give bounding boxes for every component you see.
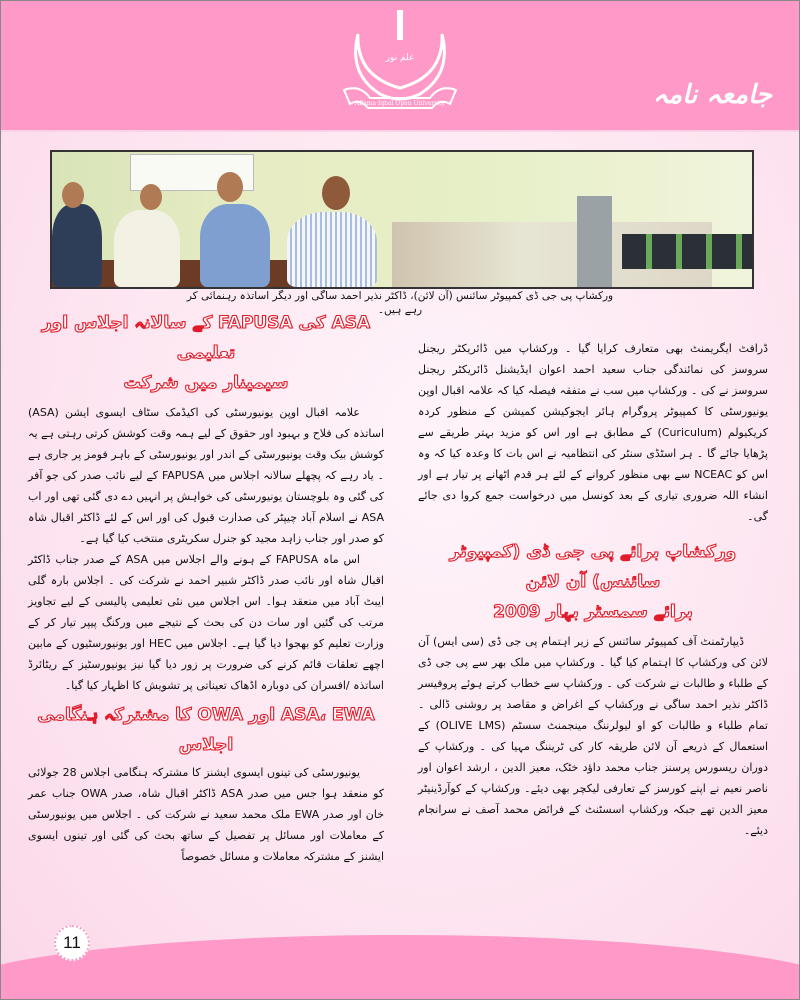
article-headline-pgd-workshop <box>418 537 768 627</box>
article-paragraph: ڈرافٹ ایگریمنٹ بھی متعارف کرایا گیا ۔ ورکشاپ میں ڈائریکٹر ریجنل سروسز کی نمائندگی جناب سعید احمد اعوان ایڈیشنل ڈائریکٹر ریجنل سروسز نے کی ۔ ورکشاپ میں سب نے متفقہ فیصلہ کیا کہ علامہ اقبال اوپن یونیورسٹی کا کمپیوٹر پروگرام ہائر ایجوکیشن کمیشن کے منظور کردہ کریکیولم (Curiculum) کے مطابق ہے اور اس کو مزید بہتر طریقے سے پڑھایا جائے گا ۔ ہر اسٹڈی سنٹر کی انتظامیہ نے اس بات کا وعدہ کیا کہ وہ اس کو NCEAC سے بھی منظور کروانے کے لئے ہر قدم اٹھانے پر تیار ہے اور انشاء اللہ ضروری تیاری کے بعد کونسل میں درخواست جمع کروا دی جائے گی۔ <box>418 342 768 523</box>
article-paragraph: یونیورسٹی کی تینوں ایسوی ایشنز کا مشترکہ ہنگامی اجلاس 28 جولائی کو منعقد ہوا جس میں صدر ASA ڈاکٹر اقبال شاہ، صدر OWA جناب عمر خان اور صدر EWA ملک محمد سعید نے شرکت کی ۔ اجلاس میں یونیورسٹی کے معاملات اور مسائل پر تفصیل کے ساتھ بحث کی گئی اور تینوں ایسوی ایشنز کے مشترکہ معاملات و مسائل خصوصاً <box>28 766 385 863</box>
headline-line: سیمینار میں شرکت <box>123 373 289 393</box>
right-column <box>418 338 768 841</box>
person <box>200 204 270 287</box>
headline-line: برائے سمسٹر بہار 2009 <box>493 602 693 622</box>
logo-motto: علم نور <box>385 53 415 63</box>
left-column <box>28 308 384 867</box>
header-banner <box>0 0 800 132</box>
logo-text: Allama Iqbal Open University <box>355 100 445 107</box>
person-head <box>217 172 243 202</box>
person-head <box>140 184 162 210</box>
computers <box>622 234 752 269</box>
masthead-title: جامعہ نامہ <box>652 80 772 110</box>
page-number: 11 <box>54 925 90 961</box>
person <box>52 204 102 287</box>
article-headline-joint-meeting: ASA، EWA اور OWA کا مشترکہ ہنگامی اجلاس <box>37 705 375 755</box>
person <box>287 212 377 287</box>
university-logo-icon <box>340 4 460 122</box>
article-paragraph: ڈیپارٹمنٹ آف کمپیوٹر سائنس کے زیر اہتمام پی جی ڈی (سی ایس) آن لائن کی ورکشاپ کا اہتمام کیا گیا ۔ ورکشاپ میں ملک بھر سے پی جی ڈی کے طلباء و طالبات نے شرکت کی ۔ ورکشاپ سے خطاب کرتے ہوئے پروفیسر ڈاکٹر نذیر احمد ساگی نے ورکشاپ کے اغراض و مقاصد پر روشنی ڈالی ۔ تمام طلباء و طالبات کو او لیولرننگ مینجمنٹ سسٹم (OLIVE LMS) کے استعمال کے ذریعے آن لائن طریقہ کار کی ٹریننگ مہیا کی ۔ ورکشاپ کے دوران ریسورس پرسنز جناب محمد داؤد خٹک، معیز الدین ، ارشد اعوان اور ناصر نعیم نے اپنے کورسز کے تعارفی لیکچر بھی دیئے۔ ورکشاپ کے کوآرڈینیٹر معیز الدین تھے جبکہ ورکشاپ اسسٹنٹ کے فرائض محمد آصف نے سرانجام دیئے۔ <box>418 635 768 837</box>
person-head <box>62 182 84 208</box>
headline-line: ورکشاپ برائے پی جی ڈی (کمپیوٹر سائنس) آن لائن <box>449 542 737 592</box>
headline-line: ASA کی FAPUSA کے سالانہ اجلاس اور تعلیمی <box>41 313 371 363</box>
person-head <box>322 176 350 210</box>
article-headline-asa-fapusa <box>28 308 384 398</box>
footer-wave <box>0 935 800 1000</box>
article-paragraph: علامہ اقبال اوپن یونیورسٹی کی اکیڈمک سٹاف ایسوی ایشن (ASA) اساتذہ کی فلاح و بہبود اور حقوق کے لیے ہمہ وقت کوشش کرتی رہتی ہے یہ کوشش بیک وقت یونیورسٹی کے اندر اور یونیورسٹی کے باہر فومز پر جاری ہے ۔ یاد رہے کہ پچھلے سالانہ اجلاس میں FAPUSA کے لیے نائب صدر کی جو آفر کی گئی وہ بلوچستان یونیورسٹی کی خواہش پر انہیں دے دی گئی تھی اور اب ASA نے اسلام آباد چیپٹر کی صدارت قبول کی اور اس کے لئے ڈاکٹر اقبال شاہ کو صدر اور جناب زاہد مجید کو جنرل سکریٹری منتخب کیا گیا ہے۔ <box>28 406 385 545</box>
person <box>114 210 180 287</box>
photo-caption: ورکشاپ پی جی ڈی کمپیوٹر سائنس (آن لائن)، ڈاکٹر نذیر احمد ساگی اور دیگر اساتذہ رہنمائی کر رہے ہیں۔ <box>186 290 614 316</box>
workshop-photo <box>50 150 754 289</box>
article-paragraph: اس ماہ FAPUSA کے ہونے والے اجلاس میں ASA کے صدر جناب ڈاکٹر اقبال شاہ اور نائب صدر ڈاکٹر شبیر احمد نے شرکت کی ۔ اجلاس بارہ گلی ایبٹ آباد میں منعقد ہوا۔ اس اجلاس میں نئی تعلیمی پالیسی کے لیے تجاویز مرتب کی گئیں اور سات دن کی بحث کے نتیجے میں ورکنگ پیپر تیار کر کے وزارت تعلیم کو بھجوا دیا گیا ہے۔ اجلاس میں HEC اور یونیورسٹیوں کے مابین اچھے تعلقات قائم کرنے کی ضرورت پر زور دیا گیا نیز یونیورسٹیز کے ریٹائرڈ اساتذہ /افسران کی دوبارہ اڈھاک تعیناتی پر تشویش کا اظہار کیا گیا۔ <box>28 553 384 692</box>
cabinet <box>577 196 612 287</box>
